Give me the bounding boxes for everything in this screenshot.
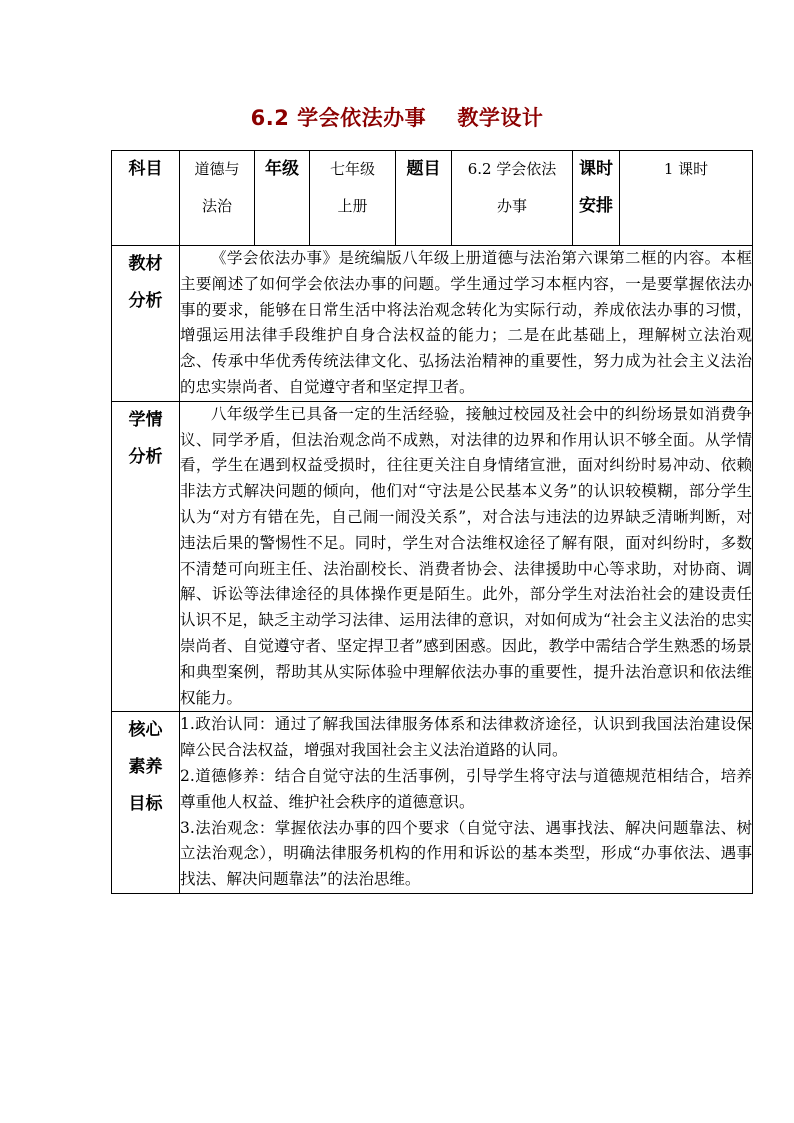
schedule-value: 1 课时: [620, 151, 753, 246]
core-goals-list: [180, 712, 753, 894]
textbook-analysis-label: 教材 分析: [112, 246, 180, 402]
grade-label: 年级: [255, 151, 310, 246]
learner-analysis-label: 学情 分析: [112, 401, 180, 712]
learner-analysis-row: [112, 401, 753, 712]
header-row: [112, 151, 753, 246]
subject-label: 科目: [112, 151, 180, 246]
learner-analysis-text: 八年级学生已具备一定的生活经验，接触过校园及社会中的纠纷场景如消费争议、同学矛盾，但法治观念尚不成熟，对法律的边界和作用认识不够全面。从学情看，学生在遇到权益受损时，往往更关注自身情绪宣泄，面对纠纷时易冲动、依赖非法方式解决问题的倾向，他们对“守法是公民基本义务”的认识较模糊，部分学生认为“对方有错在先，自己闹一闹没关系”，对合法与违法的边界缺乏清晰判断，对违法后果的警惕性不足。同时，学生对合法维权途径了解有限，面对纠纷时，多数不清楚可向班主任、法治副校长、消费者协会、法律援助中心等求助，对协商、调解、诉讼等法律途径的具体操作更是陌生。此外，部分学生对法治社会的建设责任认识不足，缺乏主动学习法律、运用法律的意识，对如何成为“社会主义法治的忠实崇尚者、自觉遵守者、坚定捍卫者”感到困惑。因此，教学中需结合学生熟悉的场景和典型案例，帮助其从实际体验中理解依法办事的重要性，提升法治意识和依法维权能力。: [180, 401, 753, 712]
document-title: 6.2 学会依法办事 教学设计: [250, 106, 544, 130]
core-goals-label: 核心 素养 目标: [112, 712, 180, 894]
schedule-label: 课时 安排: [573, 151, 620, 246]
core-goal-item: 1.政治认同：通过了解我国法律服务体系和法律救济途径，认识到我国法治建设保障公民合法权益，增强对我国社会主义法治道路的认同。: [180, 715, 752, 760]
grade-value: 七年级 上册: [310, 151, 396, 246]
subject-value: 道德与 法治: [180, 151, 255, 246]
core-goal-item: 2.道德修养：结合自觉守法的生活事例，引导学生将守法与道德规范相结合，培养尊重他人权益、维护社会秩序的道德意识。: [180, 766, 752, 811]
textbook-analysis-text: 《学会依法办事》是统编版八年级上册道德与法治第六课第二框的内容。本框主要阐述了如何学会依法办事的问题。学生通过学习本框内容，一是要掌握依法办事的要求，能够在日常生活中将法治观念转化为实际行动，养成依法办事的习惯，增强运用法律手段维护自身合法权益的能力；二是在此基础上，理解树立法治观念、传承中华优秀传统法律文化、弘扬法治精神的重要性，努力成为社会主义法治的忠实崇尚者、自觉遵守者和坚定捍卫者。: [180, 246, 753, 402]
topic-label: 题目: [396, 151, 452, 246]
lesson-plan-table: [111, 150, 753, 894]
core-goal-item: 3.法治观念：掌握依法办事的四个要求（自觉守法、遇事找法、解决问题靠法、树立法治观念），明确法律服务机构的作用和诉讼的基本类型，形成“办事依法、遇事找法、解决问题靠法”的法治思维。: [180, 818, 752, 889]
core-goals-row: [112, 712, 753, 894]
topic-value: 6.2 学会依法 办事: [452, 151, 573, 246]
textbook-analysis-row: [112, 246, 753, 402]
